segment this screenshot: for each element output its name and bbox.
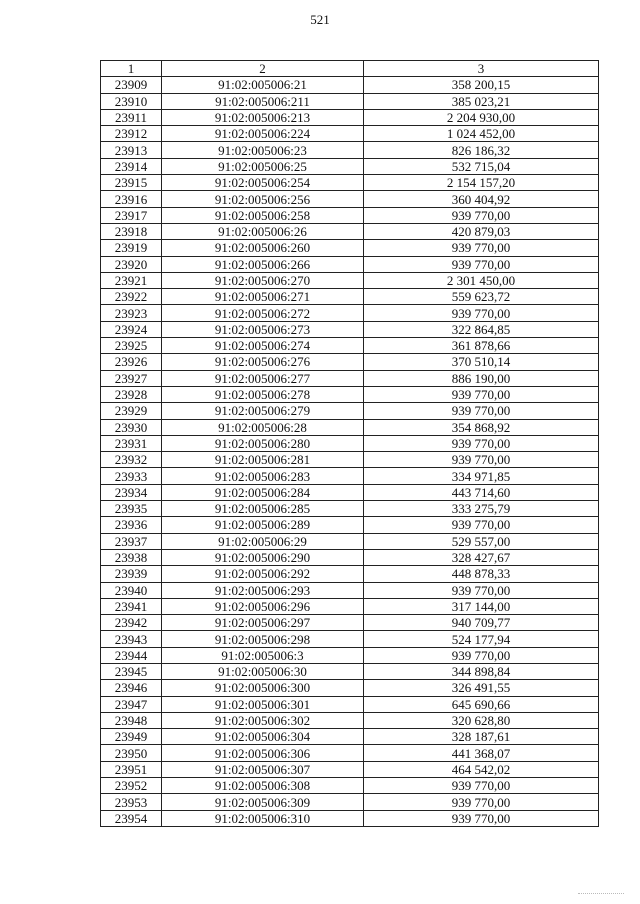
row-number-cell: 23923 [101,305,162,321]
row-number-cell: 23920 [101,256,162,272]
row-number-cell: 23945 [101,663,162,679]
cadastral-number-cell: 91:02:005006:260 [162,240,364,256]
table-body [101,77,599,827]
cadastral-number-cell: 91:02:005006:306 [162,745,364,761]
column-header-3: 3 [364,61,599,77]
cadastral-number-cell: 91:02:005006:271 [162,289,364,305]
row-number-cell: 23941 [101,598,162,614]
value-cell: 441 368,07 [364,745,599,761]
cadastral-number-cell: 91:02:005006:256 [162,191,364,207]
value-cell: 645 690,66 [364,696,599,712]
row-number-cell: 23935 [101,501,162,517]
table-row [101,452,599,468]
value-cell: 344 898,84 [364,663,599,679]
cadastral-number-cell: 91:02:005006:281 [162,452,364,468]
table-row [101,142,599,158]
cadastral-number-cell: 91:02:005006:283 [162,468,364,484]
table-row [101,305,599,321]
value-cell: 939 770,00 [364,403,599,419]
cadastral-number-cell: 91:02:005006:310 [162,810,364,826]
value-cell: 370 510,14 [364,354,599,370]
cadastral-number-cell: 91:02:005006:270 [162,272,364,288]
cadastral-number-cell: 91:02:005006:307 [162,761,364,777]
column-header-1: 1 [101,61,162,77]
cadastral-number-cell: 91:02:005006:23 [162,142,364,158]
value-cell: 326 491,55 [364,680,599,696]
document-table-container [100,60,599,827]
value-cell: 360 404,92 [364,191,599,207]
cadastral-number-cell: 91:02:005006:258 [162,207,364,223]
value-cell: 317 144,00 [364,598,599,614]
value-cell: 320 628,80 [364,712,599,728]
cadastral-number-cell: 91:02:005006:308 [162,778,364,794]
table-row [101,386,599,402]
cadastral-number-cell: 91:02:005006:28 [162,419,364,435]
value-cell: 939 770,00 [364,240,599,256]
row-number-cell: 23917 [101,207,162,223]
row-number-cell: 23933 [101,468,162,484]
cadastral-number-cell: 91:02:005006:25 [162,158,364,174]
row-number-cell: 23921 [101,272,162,288]
table-row [101,794,599,810]
cadastral-number-cell: 91:02:005006:301 [162,696,364,712]
cadastral-number-cell: 91:02:005006:304 [162,729,364,745]
table-row [101,598,599,614]
table-row [101,93,599,109]
row-number-cell: 23919 [101,240,162,256]
table-row [101,158,599,174]
value-cell: 524 177,94 [364,631,599,647]
cadastral-number-cell: 91:02:005006:26 [162,223,364,239]
value-cell: 328 187,61 [364,729,599,745]
table-row [101,77,599,93]
table-row [101,761,599,777]
document-table [100,60,599,827]
value-cell: 559 623,72 [364,289,599,305]
table-row [101,240,599,256]
value-cell: 939 770,00 [364,305,599,321]
row-number-cell: 23929 [101,403,162,419]
table-row [101,810,599,826]
cadastral-number-cell: 91:02:005006:278 [162,386,364,402]
value-cell: 322 864,85 [364,321,599,337]
table-row [101,712,599,728]
cadastral-number-cell: 91:02:005006:274 [162,338,364,354]
cadastral-number-cell: 91:02:005006:285 [162,501,364,517]
cadastral-number-cell: 91:02:005006:277 [162,370,364,386]
row-number-cell: 23937 [101,533,162,549]
cadastral-number-cell: 91:02:005006:3 [162,647,364,663]
table-row [101,175,599,191]
table-row [101,272,599,288]
value-cell: 939 770,00 [364,386,599,402]
table-row [101,647,599,663]
value-cell: 939 770,00 [364,778,599,794]
row-number-cell: 23918 [101,223,162,239]
row-number-cell: 23926 [101,354,162,370]
table-row [101,191,599,207]
value-cell: 361 878,66 [364,338,599,354]
cadastral-number-cell: 91:02:005006:279 [162,403,364,419]
cadastral-number-cell: 91:02:005006:224 [162,126,364,142]
cadastral-number-cell: 91:02:005006:296 [162,598,364,614]
cadastral-number-cell: 91:02:005006:292 [162,566,364,582]
table-row [101,289,599,305]
table-row [101,468,599,484]
table-row [101,223,599,239]
value-cell: 939 770,00 [364,207,599,223]
row-number-cell: 23951 [101,761,162,777]
row-number-cell: 23953 [101,794,162,810]
row-number-cell: 23914 [101,158,162,174]
row-number-cell: 23934 [101,484,162,500]
cadastral-number-cell: 91:02:005006:302 [162,712,364,728]
row-number-cell: 23915 [101,175,162,191]
value-cell: 939 770,00 [364,794,599,810]
column-header-2: 2 [162,61,364,77]
value-cell: 385 023,21 [364,93,599,109]
value-cell: 443 714,60 [364,484,599,500]
row-number-cell: 23950 [101,745,162,761]
value-cell: 939 770,00 [364,517,599,533]
table-row [101,370,599,386]
row-number-cell: 23942 [101,615,162,631]
table-row [101,403,599,419]
row-number-cell: 23954 [101,810,162,826]
row-number-cell: 23947 [101,696,162,712]
table-row [101,549,599,565]
cadastral-number-cell: 91:02:005006:211 [162,93,364,109]
cadastral-number-cell: 91:02:005006:276 [162,354,364,370]
cadastral-number-cell: 91:02:005006:30 [162,663,364,679]
table-row [101,207,599,223]
table-row [101,338,599,354]
value-cell: 939 770,00 [364,647,599,663]
value-cell: 420 879,03 [364,223,599,239]
cadastral-number-cell: 91:02:005006:297 [162,615,364,631]
value-cell: 886 190,00 [364,370,599,386]
value-cell: 529 557,00 [364,533,599,549]
table-row [101,615,599,631]
cadastral-number-cell: 91:02:005006:300 [162,680,364,696]
table-row [101,126,599,142]
table-row [101,663,599,679]
row-number-cell: 23916 [101,191,162,207]
row-number-cell: 23911 [101,109,162,125]
row-number-cell: 23912 [101,126,162,142]
table-row [101,745,599,761]
row-number-cell: 23939 [101,566,162,582]
row-number-cell: 23932 [101,452,162,468]
row-number-cell: 23948 [101,712,162,728]
table-row [101,419,599,435]
table-row [101,631,599,647]
row-number-cell: 23946 [101,680,162,696]
value-cell: 2 154 157,20 [364,175,599,191]
footer-scan-marks [578,893,624,896]
row-number-cell: 23944 [101,647,162,663]
table-row [101,256,599,272]
value-cell: 939 770,00 [364,452,599,468]
value-cell: 939 770,00 [364,256,599,272]
value-cell: 2 301 450,00 [364,272,599,288]
row-number-cell: 23943 [101,631,162,647]
cadastral-number-cell: 91:02:005006:21 [162,77,364,93]
value-cell: 358 200,15 [364,77,599,93]
row-number-cell: 23936 [101,517,162,533]
cadastral-number-cell: 91:02:005006:289 [162,517,364,533]
table-row [101,680,599,696]
table-row [101,517,599,533]
row-number-cell: 23927 [101,370,162,386]
table-row [101,109,599,125]
cadastral-number-cell: 91:02:005006:266 [162,256,364,272]
value-cell: 939 770,00 [364,435,599,451]
cadastral-number-cell: 91:02:005006:273 [162,321,364,337]
row-number-cell: 23925 [101,338,162,354]
value-cell: 448 878,33 [364,566,599,582]
cadastral-number-cell: 91:02:005006:284 [162,484,364,500]
row-number-cell: 23930 [101,419,162,435]
cadastral-number-cell: 91:02:005006:29 [162,533,364,549]
cadastral-number-cell: 91:02:005006:298 [162,631,364,647]
row-number-cell: 23924 [101,321,162,337]
cadastral-number-cell: 91:02:005006:213 [162,109,364,125]
table-header-row [101,61,599,77]
cadastral-number-cell: 91:02:005006:280 [162,435,364,451]
value-cell: 826 186,32 [364,142,599,158]
row-number-cell: 23910 [101,93,162,109]
value-cell: 1 024 452,00 [364,126,599,142]
value-cell: 334 971,85 [364,468,599,484]
table-row [101,778,599,794]
value-cell: 939 770,00 [364,810,599,826]
value-cell: 532 715,04 [364,158,599,174]
cadastral-number-cell: 91:02:005006:272 [162,305,364,321]
row-number-cell: 23938 [101,549,162,565]
cadastral-number-cell: 91:02:005006:309 [162,794,364,810]
table-row [101,321,599,337]
value-cell: 464 542,02 [364,761,599,777]
row-number-cell: 23922 [101,289,162,305]
value-cell: 328 427,67 [364,549,599,565]
value-cell: 354 868,92 [364,419,599,435]
table-row [101,501,599,517]
value-cell: 2 204 930,00 [364,109,599,125]
value-cell: 333 275,79 [364,501,599,517]
value-cell: 939 770,00 [364,582,599,598]
table-row [101,354,599,370]
table-row [101,484,599,500]
row-number-cell: 23949 [101,729,162,745]
row-number-cell: 23909 [101,77,162,93]
table-row [101,729,599,745]
cadastral-number-cell: 91:02:005006:293 [162,582,364,598]
value-cell: 940 709,77 [364,615,599,631]
row-number-cell: 23952 [101,778,162,794]
page-number: 521 [310,12,330,27]
table-row [101,696,599,712]
row-number-cell: 23928 [101,386,162,402]
table-row [101,566,599,582]
cadastral-number-cell: 91:02:005006:290 [162,549,364,565]
row-number-cell: 23931 [101,435,162,451]
row-number-cell: 23913 [101,142,162,158]
cadastral-number-cell: 91:02:005006:254 [162,175,364,191]
table-row [101,435,599,451]
table-row [101,582,599,598]
table-row [101,533,599,549]
row-number-cell: 23940 [101,582,162,598]
